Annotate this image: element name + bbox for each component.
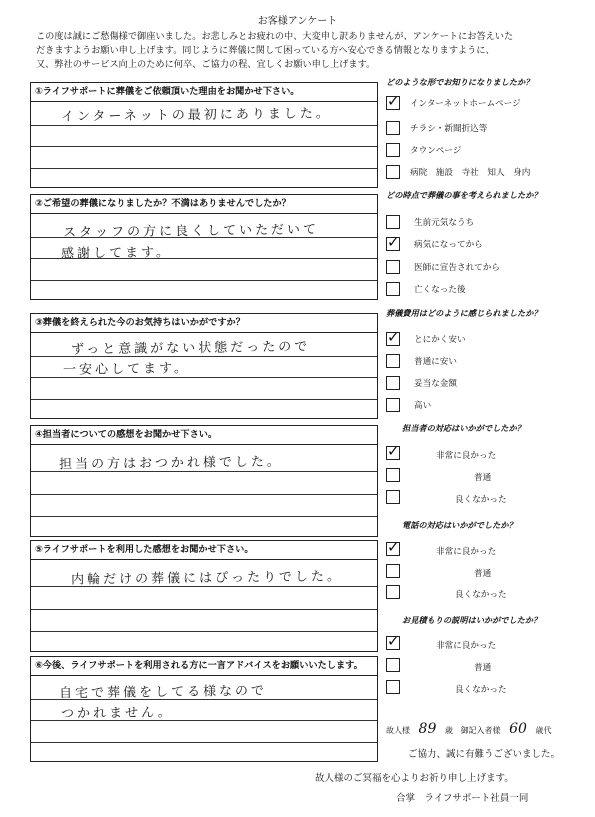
checkbox[interactable] (386, 442, 400, 460)
checkbox[interactable] (386, 260, 400, 274)
checkbox[interactable] (386, 468, 400, 482)
checkbox[interactable] (386, 92, 400, 110)
side-question-heading: どの時点で葬儀の事を考えられましたか？ (386, 190, 542, 200)
checkbox[interactable] (386, 376, 400, 390)
handwritten-answer[interactable]: 担当の方はおつかれ様でした。 (58, 454, 283, 473)
side-question-heading: お見積もりの説明はいかがでしたか？ (402, 615, 542, 625)
side-question-heading: 葬儀費用はどのように感じられましたか？ (386, 308, 542, 318)
intro-line: だきますようお願い申し上げます。同じように葬儀に関して困っている方へ安心できる情報となりますように、 (36, 45, 495, 56)
question-box-1 (30, 82, 378, 188)
respondent-unit: 歳代 (535, 726, 552, 735)
deceased-age[interactable]: 89 (418, 721, 437, 737)
handwritten-answer[interactable]: 感謝してます。 (60, 245, 173, 262)
question-label: ④担当者についての感想をお聞かせ下さい。 (31, 426, 377, 445)
question-label: ②ご希望の葬儀になりましたか？不満はありませんでしたか？ (31, 195, 377, 214)
option-label: 生前元気なうち (414, 218, 475, 228)
checkbox[interactable] (386, 215, 400, 229)
option-label: 良くなかった (455, 495, 507, 505)
deceased-unit: 歳 (444, 726, 453, 735)
survey-title: お客様アンケート (257, 16, 338, 27)
question-box-5 (30, 540, 378, 652)
checkbox[interactable] (386, 328, 400, 346)
option-label: 高い (414, 401, 432, 411)
question-label: ⑤ライフサポートを利用した感想をお聞かせ下さい。 (31, 541, 377, 560)
checkbox[interactable] (386, 233, 400, 251)
checkbox[interactable] (386, 632, 400, 650)
option-label: 普通 (474, 473, 492, 483)
option-label: 非常に良かった (436, 547, 497, 557)
age-fields (386, 721, 551, 737)
option-label: インターネットホームページ (410, 99, 521, 109)
option-label: タウンページ (410, 146, 462, 156)
question-box-4 (30, 425, 378, 537)
option-label: 普通 (474, 663, 492, 673)
handwritten-answer[interactable]: 自宅で葬儀をしてる様なので (58, 683, 268, 702)
option-label: 普通 (474, 569, 492, 579)
question-label: ①ライフサポートに葬儀をご依頼頂いた理由をお聞かせ下さい。 (31, 83, 377, 102)
checkbox[interactable] (386, 121, 400, 135)
signature-text: 合掌 ライフサポート社員一同 (396, 793, 529, 804)
respondent-label: 御記入者様 (460, 726, 501, 735)
check-icon: ✓ (387, 92, 400, 110)
check-icon: ✓ (387, 233, 400, 251)
option-label: 亡くなった後 (414, 285, 466, 295)
option-label: とにかく安い (414, 335, 466, 345)
deceased-label: 故人様 (386, 726, 410, 735)
intro-text (36, 30, 566, 72)
option-label: 普通に安い (414, 357, 457, 367)
checkbox[interactable] (386, 658, 400, 672)
question-box-6 (30, 656, 378, 762)
handwritten-answer[interactable]: インターネットの最初にありました。 (60, 106, 332, 125)
check-icon: ✓ (387, 538, 400, 556)
handwritten-answer[interactable]: 内輪だけの葬儀にはぴったりでした。 (70, 569, 344, 588)
checkbox[interactable] (386, 354, 400, 368)
checkbox[interactable] (386, 398, 400, 412)
checkbox[interactable] (386, 490, 400, 504)
side-question-heading: 担当者の対応はいかがでしたか？ (402, 423, 525, 433)
question-label: ③葬儀を終えられた今のお気持ちはいかがですか？ (31, 314, 377, 333)
intro-line: この度は誠にご愁傷様で御座いました。お悲しみとお疲れの中、大変申し訳ありませんが、アンケートにお答えいた (36, 31, 514, 42)
question-label: ⑥今後、ライフサポートを利用される方に一言アドバイスをお願いいたします。 (31, 657, 377, 676)
option-label: 妥当な金額 (414, 379, 457, 389)
checkbox[interactable] (386, 585, 400, 599)
option-label: 良くなかった (455, 590, 507, 600)
option-label: 非常に良かった (436, 451, 497, 461)
checkbox[interactable] (386, 680, 400, 694)
respondent-age[interactable]: 60 (509, 721, 527, 737)
thanks-text: ご協力、誠に有難うございました。 (408, 749, 561, 760)
checkbox[interactable] (386, 564, 400, 578)
question-box-2 (30, 194, 378, 300)
option-label: 医師に宣告されてから (414, 263, 500, 273)
option-label: チラシ・新聞折込等 (410, 124, 488, 134)
side-question-heading: 電話の対応はいかがでしたか？ (402, 520, 517, 530)
handwritten-answer[interactable]: 一安心してます。 (62, 361, 191, 378)
check-icon: ✓ (387, 442, 400, 460)
handwritten-answer[interactable]: スタッフの方に良くしていただいて (62, 222, 320, 241)
handwritten-answer[interactable]: つかれません。 (60, 705, 174, 722)
handwritten-answer[interactable]: ずっと意識がない状態だったので (70, 339, 311, 358)
option-label: 病気になってから (414, 240, 483, 250)
checkbox[interactable] (386, 538, 400, 556)
checkbox[interactable] (386, 143, 400, 157)
check-icon: ✓ (387, 328, 400, 346)
option-label: 病院 施設 寺社 知人 身内 (410, 168, 531, 178)
check-icon: ✓ (387, 632, 400, 650)
option-label: 良くなかった (455, 685, 507, 695)
checkbox[interactable] (386, 282, 400, 296)
question-box-3 (30, 313, 378, 419)
side-question-heading: どのような形でお知りになりましたか？ (386, 77, 534, 87)
prayer-text: 故人様のご冥福を心よりお祈り申し上げます。 (315, 773, 514, 784)
checkbox[interactable] (386, 165, 400, 179)
option-label: 非常に良かった (436, 641, 497, 651)
intro-line: 又、弊社のサービス向上のために何卒、ご協力の程、宜しくお願い申し上げます。 (36, 59, 376, 70)
